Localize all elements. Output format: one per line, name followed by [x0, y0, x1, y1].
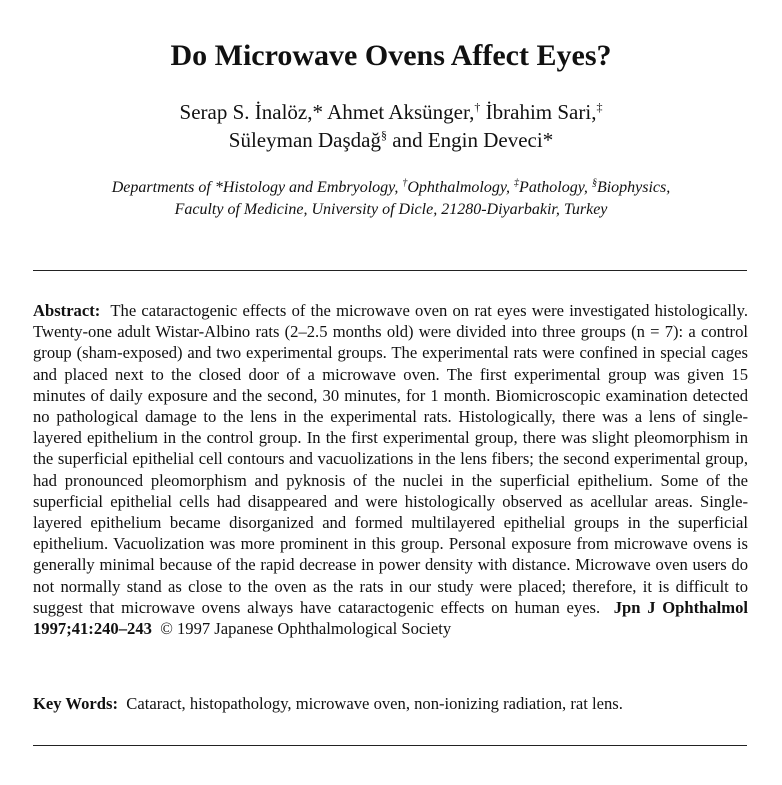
author-line-2: [0, 126, 782, 154]
author-dasdag: Süleyman Daşdağ: [228, 128, 382, 152]
affiliation-mark-section: §: [591, 177, 597, 189]
affiliation-ophthalmology: Ophthalmology,: [407, 179, 511, 196]
copyright-notice: © 1997 Japanese Ophthalmological Society: [160, 619, 452, 639]
author-deveci: and Engin Deveci*: [392, 128, 554, 152]
author-list: [0, 98, 782, 154]
affiliation-mark-double-dagger: ‡: [596, 100, 603, 114]
keywords: [33, 693, 748, 714]
affiliation-line-1: [0, 177, 782, 199]
keywords-text: Cataract, histopathology, microwave oven, non-ionizing radiation, rat lens.: [126, 694, 623, 713]
bottom-divider: [33, 745, 747, 746]
abstract-text: The cataractogenic effects of the microwave oven on rat eyes were investigated histologically. Twenty-one adult Wistar-Albino rats (2–2.5 months old) were divided into three groups (n = 7): a control group (sham-exposed) and two experimental groups. The experimental rats were confined in special cages and placed next to the closed door of a microwave oven. The first experimental group was given 15 minutes of daily exposure and the second, 30 minutes, for 1 month. Biomicroscopic examination detected no pathological damage to the lens in the experimental rats. Histologically, there was a lens of single-layered epithelium in the control group. In the first experimental group, there was slight pleomorphism in the superficial epithelial cell contours and vacuolizations in the lens fibers; the second experimental group, had pronounced pleomorphism and pyknosis of the nuclei in the superficial epithelium. Some of the superficial epithelial cells had disappeared and were histologically observed as acellular areas. Single-layered epithelium became disorganized and formed multilayered epithelial groups in the superficial epithelium. Vacuolization was more prominent in this group. Personal exposure from microwave ovens is generally minimal because of the rapid decrease in power density with distance. Microwave oven users do not normally stand as close to the oven as the rats in our study were placed; therefore, it is difficult to suggest that microwave ovens always have cataractogenic effects on human eyes.: [33, 301, 748, 617]
author-aksunger: Ahmet Aksünger,: [327, 100, 475, 124]
keywords-label: Key Words:: [33, 694, 118, 713]
article-title: Do Microwave Ovens Affect Eyes?: [170, 39, 612, 72]
journal-citation: Jpn J Ophthalmol 1997;41:240–243: [33, 597, 749, 639]
affiliation-pathology: Pathology,: [519, 179, 588, 196]
abstract-label: Abstract:: [33, 301, 101, 320]
author-sari: İbrahim Sari,: [485, 100, 597, 124]
affiliation-histology: Departments of *Histology and Embryology,: [111, 179, 399, 196]
top-divider: [33, 270, 747, 271]
affiliation-line-2: Faculty of Medicine, University of Dicle, 21280-Diyarbakir, Turkey: [174, 201, 608, 218]
author-line-1: [0, 98, 782, 126]
author-inaloz: Serap S. İnalöz,*: [179, 100, 323, 124]
affiliation-mark-dagger: †: [474, 100, 481, 114]
affiliations: [0, 177, 782, 221]
affiliation-mark-section: §: [381, 128, 388, 142]
affiliation-mark-dagger: †: [402, 177, 408, 189]
abstract: [33, 300, 748, 639]
affiliation-mark-double-dagger: ‡: [514, 177, 520, 189]
affiliation-biophysics: Biophysics,: [596, 179, 671, 196]
